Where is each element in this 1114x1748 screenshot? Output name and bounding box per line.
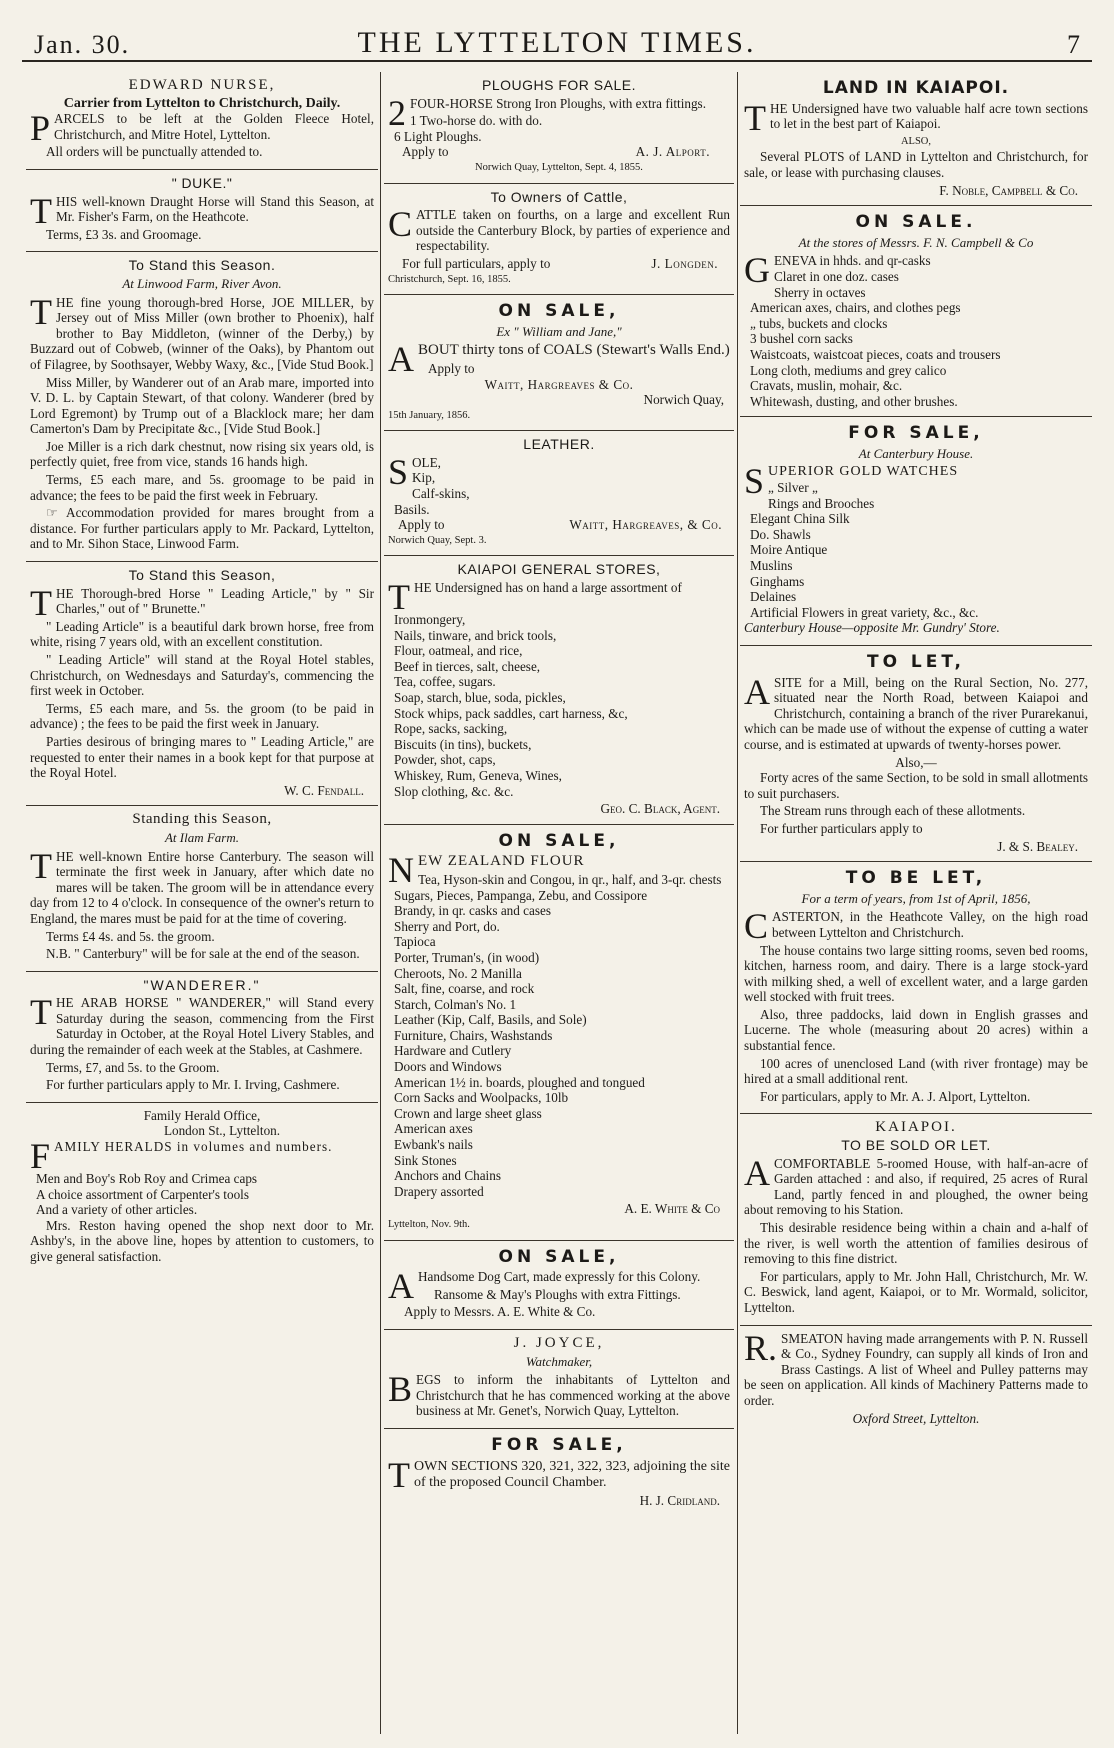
drop-cap: T xyxy=(30,845,52,886)
ad-signature: F. Noble, Campbell & Co. xyxy=(939,182,1078,198)
list-item: Sherry and Port, do. xyxy=(394,918,500,934)
ad-paragraph: " Leading Article" will stand at the Royal Hotel stables, Christchurch, on Wednesdays and Saturday's, commencing the first week in October. xyxy=(30,652,374,699)
list-item: Powder, shot, caps, xyxy=(394,752,496,768)
column-3 xyxy=(740,72,1092,1734)
drop-cap: C xyxy=(388,204,413,245)
ad-paragraph: OWN SECTIONS 320, 321, 322, 323, adjoining the site of the proposed Council Chamber. xyxy=(414,1458,730,1491)
list-item: Do. Shawls xyxy=(750,526,811,542)
page-number: 7 xyxy=(1067,30,1080,59)
ad-paragraph: Terms £4 4s. and 5s. the groom. xyxy=(46,928,215,944)
list-item: 1 Two-horse do. with do. xyxy=(410,113,543,129)
ad-paragraph: For further particulars apply to Mr. I. Irving, Cashmere. xyxy=(46,1077,340,1093)
list-item: Rings and Brooches xyxy=(768,495,875,511)
drop-cap: R. xyxy=(744,1327,778,1368)
list-item: Crown and large sheet glass xyxy=(394,1105,542,1121)
ad-town-sections xyxy=(384,1429,734,1515)
ad-paragraph: ATTLE taken on fourths, on a large and excellent Run outside the Canterbury Block, by parties of experience and respectability. xyxy=(416,207,730,254)
ad-edward-nurse xyxy=(26,72,378,170)
ad-paragraph: HE Undersigned have two valuable half acre town sections to let in the best part of Kaiapoi. xyxy=(770,100,1088,132)
list-item: Claret in one doz. cases xyxy=(774,268,899,284)
ad-canterbury xyxy=(26,806,378,971)
list-item: Kip, xyxy=(412,470,436,486)
list-item: Basils. xyxy=(394,501,430,517)
list-item: Sherry in octaves xyxy=(774,284,866,300)
ad-date: Norwich Quay, Lyttelton, Sept. 4, 1855. xyxy=(475,161,643,173)
ad-paragraph: Miss Miller, by Wanderer out of an Arab mare, imported into V. D. L. by Captain Stewart, of that colony. Wanderer (bred by Lord Egremont) by Trump out of a Blacklock mare; her dam Camerton's Dam by Precipitate &c., [Vide Stud Book.] xyxy=(30,374,374,437)
ad-trade: Watchmaker, xyxy=(525,1353,593,1369)
ad-title: KAIAPOI GENERAL STORES, xyxy=(457,561,661,578)
list-item: Tea, coffee, sugars. xyxy=(394,674,496,690)
drop-cap: P xyxy=(30,108,51,149)
list-item: Beef in tierces, salt, cheese, xyxy=(394,658,541,674)
list-item: Nails, tinware, and brick tools, xyxy=(394,627,557,643)
ad-paragraph: Handsome Dog Cart, made expressly for this Colony. xyxy=(418,1269,701,1285)
ad-gold-watches xyxy=(740,417,1092,646)
list-item: Brandy, in qr. casks and cases xyxy=(394,903,551,919)
newspaper-title: THE LYTTELTON TIMES. xyxy=(357,26,757,59)
ad-signature: J. & S. Bealey. xyxy=(997,838,1078,854)
ad-date: Lyttelton, Nov. 9th. xyxy=(388,1219,470,1230)
ad-title: ON SALE, xyxy=(498,1246,620,1267)
ad-title: FOR SALE, xyxy=(848,423,984,444)
ad-paragraph: ASTERTON, in the Heathcote Valley, on the high road between Lyttelton and Christchurch. xyxy=(772,909,1088,940)
list-item: Long cloth, mediums and grey calico xyxy=(750,362,947,378)
drop-cap: T xyxy=(744,97,766,138)
ad-paragraph: For particulars, apply to Mr. John Hall, Christchurch, Mr. W. C. Beswick, land agent, Kaiapoi, or to Mr. Wormald, solicitor, Lyttelton. xyxy=(744,1268,1088,1315)
list-item: Porter, Truman's, (in wood) xyxy=(394,949,540,965)
list-item: Whitewash, dusting, and other brushes. xyxy=(750,393,958,409)
ad-apply: Apply to xyxy=(428,360,475,376)
ad-also: ALSO, xyxy=(900,135,932,147)
ad-paragraph: Ransome & May's Ploughs with extra Fittings. xyxy=(434,1286,681,1302)
drop-cap: 2 xyxy=(388,92,406,133)
list-item: Artificial Flowers in great variety, &c., &c. xyxy=(750,604,979,620)
drop-cap: T xyxy=(30,582,52,623)
column-rule xyxy=(380,72,381,1734)
ad-leading-article xyxy=(26,562,378,806)
ad-paragraph: SMEATON having made arrangements with P. N. Russell & Co., Sydney Foundry, can supply all kinds of Iron and Brass Castings. A list of Wheel and Pulley patterns may be seen on application. All kinds of Machinery Patterns made to order. xyxy=(744,1330,1088,1408)
ad-paragraph: Terms, £7, and 5s. to the Groom. xyxy=(46,1059,220,1075)
ad-location: At Canterbury House. xyxy=(858,445,974,461)
list-item: Biscuits (in tins), buckets, xyxy=(394,736,532,752)
ad-paragraph: HE well-known Entire horse Canterbury. The season will terminate the first week in January, after which date no mares will be taken. The groom will be in attendance every day from 12 to 4 o'clock. In consequence of the owner's return to England, the mares must be paid for at the time of covering. xyxy=(30,848,374,926)
ad-signature: Geo. C. Black, Agent. xyxy=(600,801,720,817)
ad-date: Norwich Quay, Sept. 3. xyxy=(388,534,487,546)
list-item: American axes xyxy=(394,1121,473,1137)
list-item: Drapery assorted xyxy=(394,1183,484,1199)
ad-paragraph: AMILY HERALDS in volumes and numbers. xyxy=(54,1139,333,1155)
ad-paragraph: HE Thorough-bred Horse " Leading Article," by " Sir Charles," out of " Brunette." xyxy=(56,585,374,617)
list-item: Muslins xyxy=(750,558,793,574)
ad-date: 15th January, 1856. xyxy=(388,409,471,421)
ad-nz-flour xyxy=(384,825,734,1241)
list-item: Rope, sacks, sacking, xyxy=(394,721,508,737)
ad-signature: W. C. Fendall. xyxy=(284,782,364,798)
ad-casterton xyxy=(740,862,1092,1114)
ad-apply: Apply to xyxy=(398,517,445,533)
list-item: Whiskey, Rum, Geneva, Wines, xyxy=(394,767,562,783)
ad-body: ARCELS to be left at the Golden Fleece Hotel, Christchurch, and Mitre Hotel, Lyttelton. xyxy=(54,111,374,142)
ad-joe-miller xyxy=(26,252,378,562)
ad-paragraph: Joe Miller is a rich dark chestnut, now rising six years old, is perfectly quiet, free from vice, stands 16 hands high. xyxy=(30,438,374,470)
ad-duke xyxy=(26,170,378,252)
ad-paragraph: Canterbury House—opposite Mr. Gundry' Store. xyxy=(744,620,1000,636)
item-list xyxy=(388,872,730,1199)
item-list xyxy=(388,113,730,144)
ad-title: FOR SALE, xyxy=(491,1434,627,1455)
ad-signature: A. E. White & Co xyxy=(624,1201,720,1217)
list-item: ENEVA in hhds. and qr-casks xyxy=(774,253,931,269)
ad-paragraph: FOUR-HORSE Strong Iron Ploughs, with extra fittings. xyxy=(410,95,706,111)
ad-paragraph: ☞ Accommodation provided for mares brought from a distance. For further particulars apply to Mr. Packard, Lyttelton, and to Mr. Sihon Stace, Linwood Farm. xyxy=(30,505,374,552)
ad-title: " DUKE." xyxy=(171,174,233,191)
drop-cap: B xyxy=(388,1369,413,1410)
ad-paragraph: EGS to inform the inhabitants of Lyttelton and Christchurch that he has commenced working at the above business at Mr. Genet's, Norwich Quay, Lyttelton. xyxy=(416,1372,730,1419)
column-2 xyxy=(384,72,734,1734)
drop-cap: S xyxy=(744,461,765,502)
list-item: 3 bushel corn sacks xyxy=(750,331,853,347)
ad-title: "WANDERER." xyxy=(143,976,261,993)
ad-signature: Oxford Street, Lyttelton. xyxy=(852,1410,980,1426)
column-rule xyxy=(737,72,738,1734)
ad-paragraph: Mrs. Reston having opened the shop next door to Mr. Ashby's, in the above line, hopes by attention to customers, to give general satisfaction. xyxy=(30,1217,374,1264)
ad-paragraph: HE Undersigned has on hand a large assortment of xyxy=(414,580,682,596)
ad-campbell-stores xyxy=(740,206,1092,417)
ad-paragraph: EW ZEALAND FLOUR xyxy=(418,853,585,870)
list-item: Ginghams xyxy=(750,573,805,589)
list-item: Tapioca xyxy=(394,934,436,950)
ad-location: At the stores of Messrs. F. N. Campbell & Co xyxy=(798,234,1034,250)
ad-title: To Owners of Cattle, xyxy=(490,188,628,205)
ad-paragraph: N.B. " Canterbury" will be for sale at the end of the season. xyxy=(46,946,360,962)
ad-paragraph: Terms, £5 each mare, and 5s. groomage to be paid in advance; the fees to be paid the first week in February. xyxy=(30,472,374,503)
ad-paragraph: The house contains two large sitting rooms, seven bed rooms, kitchen, harness room, and dairy. There is a large stock-yard with milking shed, a well of excellent water, and a large garden well stocked with fruit trees. xyxy=(744,942,1088,1005)
ad-signature: A. J. Alport. xyxy=(635,144,710,160)
ad-title: To Stand this Season. xyxy=(128,257,276,274)
list-item: „ Silver „ xyxy=(768,480,818,496)
drop-cap: T xyxy=(30,291,52,332)
list-item: Cheroots, No. 2 Manilla xyxy=(394,965,522,981)
ad-leather xyxy=(384,431,734,556)
ad-title: LEATHER. xyxy=(523,436,595,453)
list-item: Furniture, Chairs, Washstands xyxy=(394,1027,553,1043)
list-item: Ironmongery, xyxy=(394,612,466,628)
drop-cap: N xyxy=(388,850,414,891)
ad-paragraph: This desirable residence being within a chain and a-half of the river, is well worth the attention of families desirous of removing to this fine district. xyxy=(744,1220,1088,1267)
ad-dog-cart xyxy=(384,1241,734,1330)
ad-body: HIS well-known Draught Horse will Stand this Season, at Mr. Fisher's Farm, on the Heathcote. xyxy=(56,193,374,225)
ad-wanderer xyxy=(26,972,378,1103)
column-1 xyxy=(26,72,378,1734)
list-item: A choice assortment of Carpenter's tools xyxy=(36,1186,249,1202)
ad-paragraph: " Leading Article" is a beautiful dark brown horse, free from white, rising 7 years old, with an excellent constitution. xyxy=(30,618,374,650)
ad-title: KAIAPOI. xyxy=(875,1119,957,1136)
ad-ship: Ex " William and Jane," xyxy=(496,323,622,339)
ad-title: Standing this Season, xyxy=(132,811,272,828)
ad-ploughs xyxy=(384,72,734,184)
ad-paragraph: For particulars, apply to Mr. A. J. Alport, Lyttelton. xyxy=(760,1088,1031,1104)
item-list xyxy=(744,461,1088,620)
ad-title: TO LET, xyxy=(866,652,966,672)
ad-apply: For full particulars, apply to xyxy=(402,255,551,271)
ad-place: Norwich Quay, xyxy=(643,392,724,408)
list-item: American axes, chairs, and clothes pegs xyxy=(750,300,961,316)
list-item: Flour, oatmeal, and rice, xyxy=(394,643,523,659)
ad-paragraph: Parties desirous of bringing mares to " Leading Article," are requested to enter their names in a book kept for that purpose at the Royal Hotel. xyxy=(30,733,374,781)
ad-title: LAND IN KAIAPOI. xyxy=(822,78,1010,98)
list-item: Salt, fine, coarse, and rock xyxy=(394,981,535,997)
ad-smeaton xyxy=(740,1326,1092,1434)
list-item: Slop clothing, &c. &c. xyxy=(394,783,514,799)
list-item: American 1½ in. boards, ploughed and tongued xyxy=(394,1074,645,1090)
ad-title: PLOUGHS FOR SALE. xyxy=(482,77,636,93)
ad-office: Family Herald Office, xyxy=(143,1107,261,1123)
ad-paragraph: Forty acres of the same Section, to be sold in small allotments to suit purchasers. xyxy=(744,770,1088,801)
list-item: Soap, starch, blue, soda, pickles, xyxy=(394,690,566,705)
drop-cap: F xyxy=(30,1136,51,1177)
item-list xyxy=(30,1171,374,1218)
ad-note: All orders will be punctually attended to. xyxy=(46,144,263,160)
list-item: Doors and Windows xyxy=(394,1059,502,1075)
drop-cap: A xyxy=(744,1152,770,1193)
ad-paragraph: 100 acres of unenclosed Land (with river frontage) may be hired at a small additional rent. xyxy=(744,1055,1088,1087)
list-item: „ tubs, buckets and clocks xyxy=(750,315,888,331)
ad-paragraph: The Stream runs through each of these allotments. xyxy=(760,803,1026,819)
drop-cap: A xyxy=(388,339,414,380)
ad-mill-site xyxy=(740,646,1092,862)
drop-cap: T xyxy=(30,992,52,1033)
list-item: Tea, Hyson-skin and Congou, in qr., half, and 3-qr. chests xyxy=(418,871,722,887)
ad-subtitle: Carrier from Lyttelton to Christchurch, Daily. xyxy=(63,95,341,111)
ad-title: J. JOYCE, xyxy=(513,1334,605,1351)
ad-terms: Terms, £3 3s. and Groomage. xyxy=(46,226,202,242)
ad-paragraph: BOUT thirty tons of COALS (Stewart's Walls End.) xyxy=(418,342,730,359)
ad-signature: H. J. Cridland. xyxy=(639,1492,720,1508)
item-list xyxy=(744,250,1088,409)
ad-title: ON SALE, xyxy=(498,830,620,851)
list-item: OLE, xyxy=(412,454,441,470)
ad-paragraph: For further particulars apply to xyxy=(760,820,923,836)
ad-kaiapoi-stores xyxy=(384,556,734,824)
list-item: Corn Sacks and Woolpacks, 10lb xyxy=(394,1090,569,1106)
ad-paragraph: SITE for a Mill, being on the Rural Section, No. 277, situated near the North Road, between Kaiapoi and Christchurch, containing a branch of the river Purarekanui, which can be made use of without the expense of cutting a water course, and is estimated at upwards of twenty-horses power. xyxy=(744,674,1088,752)
masthead xyxy=(22,22,1092,62)
list-item: Ewbank's nails xyxy=(394,1137,473,1153)
list-item: Leather (Kip, Calf, Basils, and Sole) xyxy=(394,1012,587,1028)
list-item: Starch, Colman's No. 1 xyxy=(394,996,517,1012)
ad-paragraph: HE ARAB HORSE " WANDERER," will Stand every Saturday during the season, commencing from the First Saturday in October, at the Royal Hotel Livery Stables, and during the remainder of each week at the Stables, at Cashmere. xyxy=(30,995,374,1058)
list-item: Delaines xyxy=(750,589,797,605)
list-item: Anchors and Chains xyxy=(394,1168,501,1184)
list-item: Waistcoats, waistcoat pieces, coats and trousers xyxy=(750,346,1001,362)
drop-cap: A xyxy=(744,671,770,712)
ad-street: London St., Lyttelton. xyxy=(163,1123,281,1139)
drop-cap: T xyxy=(30,190,52,231)
list-item: Men and Boy's Rob Roy and Crimea caps xyxy=(36,1171,258,1187)
ad-joyce xyxy=(384,1330,734,1429)
drop-cap: G xyxy=(744,250,770,291)
ad-date: Christchurch, Sept. 16, 1855. xyxy=(388,273,511,285)
list-item: Sugars, Pieces, Pampanga, Zebu, and Cossipore xyxy=(394,887,648,903)
ad-paragraph: HE fine young thorough-bred Horse, JOE MILLER, by Jersey out of Miss Miller (own brother to Phoenix), half brother to Bay Middleton, (winner of the Derby,) by Buzzard out of Cobweb, (winner of the Oaks), by Phantom out of Filagree, by Soothsayer, Webby Waxy, &c., [Vide Stud Book.] xyxy=(30,294,374,372)
item-list xyxy=(388,451,730,517)
list-item: Moire Antique xyxy=(750,542,828,558)
drop-cap: C xyxy=(744,906,769,947)
drop-cap: A xyxy=(388,1266,414,1307)
ad-paragraph: Terms, £5 each mare, and 5s. the groom (to be paid in advance) ; the fees to be paid the first week in January. xyxy=(30,700,374,732)
ad-kaiapoi-house xyxy=(740,1114,1092,1325)
ad-family-herald xyxy=(26,1103,378,1274)
ad-subtitle: TO BE SOLD OR LET. xyxy=(841,1137,991,1154)
drop-cap: S xyxy=(388,451,409,492)
list-item: 6 Light Ploughs. xyxy=(394,128,482,144)
list-item: Cravats, muslin, mohair, &c. xyxy=(750,378,903,394)
ad-title: ON SALE. xyxy=(855,212,977,233)
list-item: Stock whips, pack saddles, cart harness, &c, xyxy=(394,705,628,721)
ad-location: At Ilam Farm. xyxy=(164,829,240,845)
list-item: Calf-skins, xyxy=(412,486,470,502)
ad-paragraph: Also, three paddocks, laid down in English grasses and Lucerne. The whole (measuring about 20 acres) within a substantial fence. xyxy=(744,1006,1088,1054)
ad-land-kaiapoi xyxy=(740,72,1092,206)
ad-coals xyxy=(384,295,734,431)
item-list xyxy=(388,612,730,799)
ad-signature: J. Longden. xyxy=(651,255,718,271)
ad-signature: Waitt, Hargreaves & Co. xyxy=(484,376,634,392)
ad-paragraph: COMFORTABLE 5-roomed House, with half-an-acre of Garden attached : and also, if required, 25 acres of Rural Land, partly fenced in and ploughed, the owner being about removing to his Station. xyxy=(744,1155,1088,1218)
ad-paragraph: Several PLOTS of LAND in Lyttelton and Christchurch, for sale, or lease with purchasing clauses. xyxy=(744,149,1088,180)
ad-cattle xyxy=(384,184,734,296)
ad-title: TO BE LET, xyxy=(845,868,987,889)
list-item: Sink Stones xyxy=(394,1152,457,1168)
list-item: Hardware and Cutlery xyxy=(394,1043,512,1059)
list-item: And a variety of other articles. xyxy=(36,1202,198,1218)
ad-apply: Apply to xyxy=(402,144,449,160)
ad-title: To Stand this Season, xyxy=(128,567,276,584)
ad-signature: Waitt, Hargreaves, & Co. xyxy=(569,517,722,533)
ad-location: At Linwood Farm, River Avon. xyxy=(122,275,282,291)
ad-terms: For a term of years, from 1st of April, 1856, xyxy=(801,890,1031,906)
drop-cap: T xyxy=(388,1454,410,1495)
ad-also: Also,— xyxy=(895,754,937,770)
drop-cap: T xyxy=(388,577,410,618)
ad-title: EDWARD NURSE, xyxy=(128,77,276,93)
ad-title: ON SALE, xyxy=(498,301,620,322)
issue-date: Jan. 30. xyxy=(34,30,131,59)
list-item: UPERIOR GOLD WATCHES xyxy=(768,464,959,480)
list-item: Elegant China Silk xyxy=(750,511,850,527)
ad-paragraph: Apply to Messrs. A. E. White & Co. xyxy=(404,1304,596,1320)
